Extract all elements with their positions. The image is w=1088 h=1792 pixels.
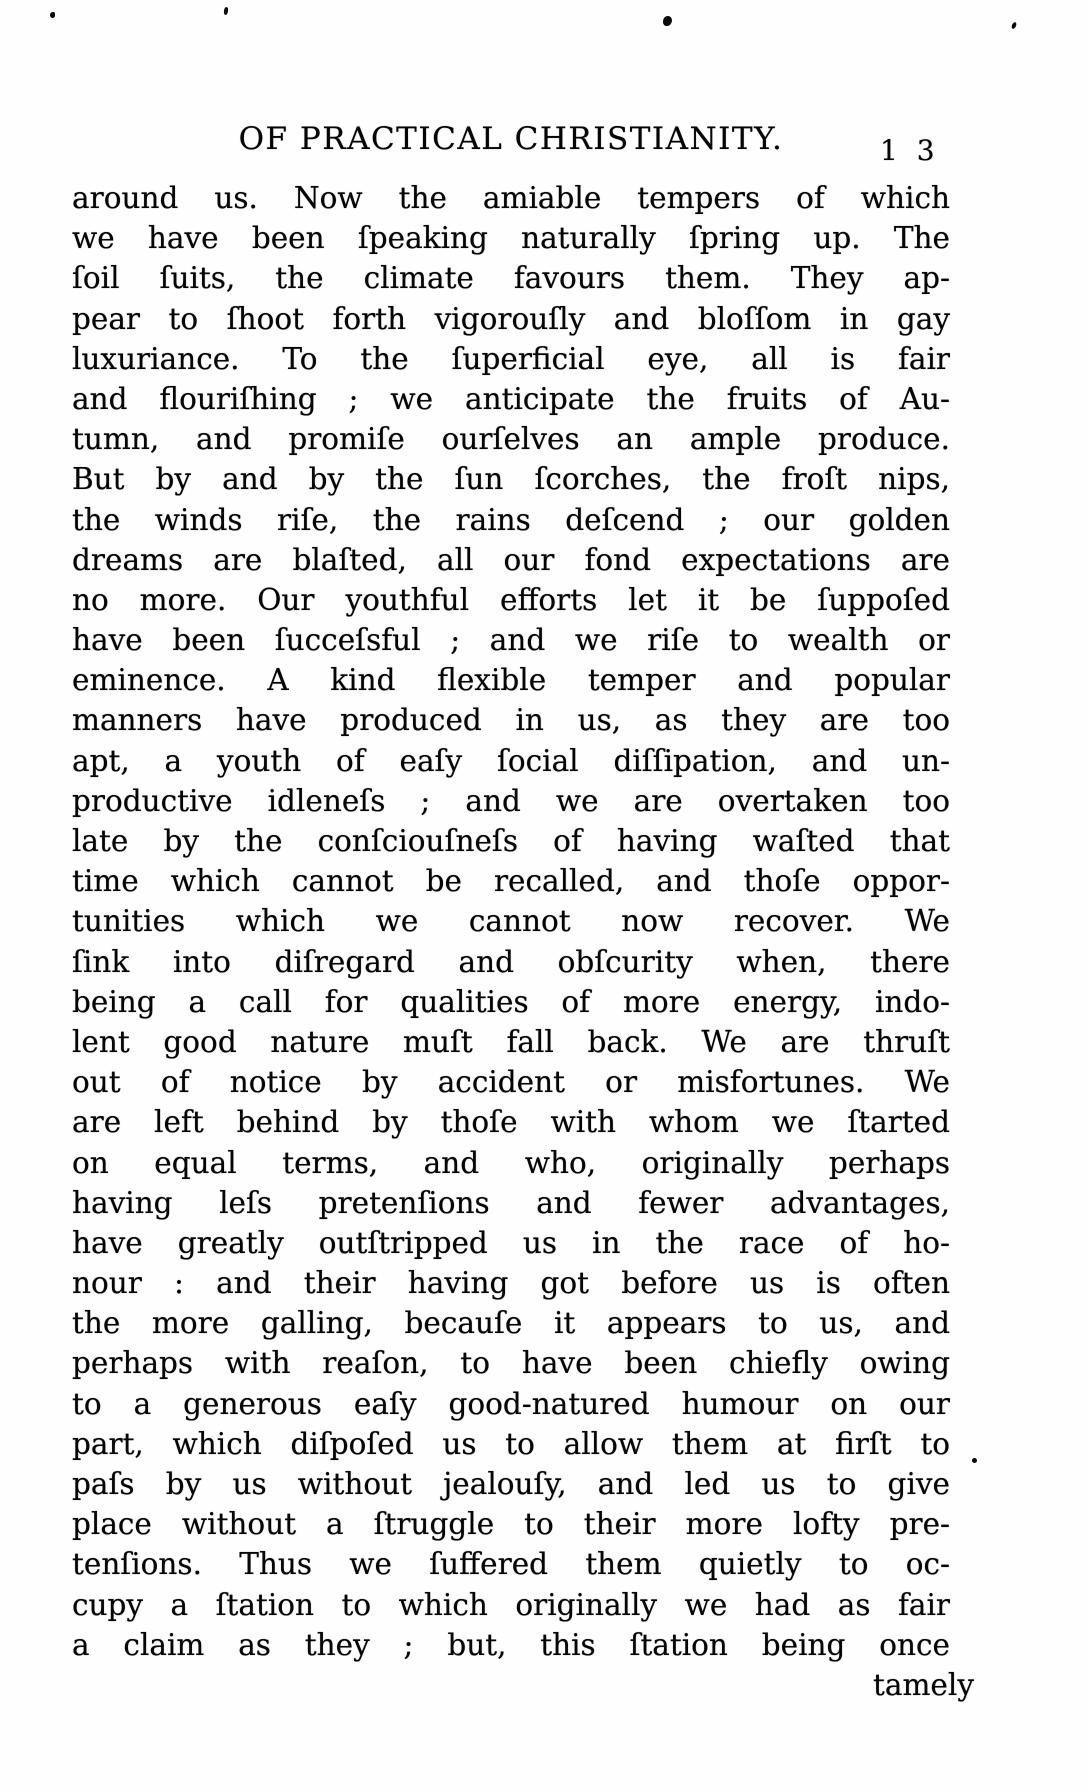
ink-speck <box>1011 21 1018 29</box>
ink-speck <box>663 16 672 26</box>
ink-speck <box>50 12 55 18</box>
text-line: the more galling, becauſe it appears to us, and <box>72 1306 950 1341</box>
text-line: productive idleneſs ; and we are overtaken too <box>72 783 950 818</box>
text-line: have been ſucceſsful ; and we riſe to wealth or <box>72 623 950 658</box>
text-line: place without a ſtruggle to their more lofty pre- <box>72 1507 950 1542</box>
page-number: 1 3 <box>880 134 940 167</box>
text-line: dreams are blaſted, all our fond expectations are <box>72 542 950 577</box>
ink-speck <box>223 7 228 15</box>
text-line: out of notice by accident or misfortunes. We <box>72 1065 950 1100</box>
text-line: have greatly outſtripped us in the race of ho- <box>72 1225 950 1260</box>
text-line: late by the conſciouſneſs of having waſted that <box>72 824 950 858</box>
ink-speck <box>972 1458 977 1463</box>
text-line: time which cannot be recalled, and thoſe oppor- <box>72 864 950 899</box>
text-line: apt, a youth of eaſy ſocial diſſipation, and un- <box>72 743 950 778</box>
text-line: to a generous eaſy good-natured humour on our <box>72 1386 950 1421</box>
text-line: eminence. A kind flexible temper and popular <box>72 663 950 698</box>
text-line: lent good nature muſt fall back. We are thruſt <box>72 1024 950 1059</box>
text-line: ſink into diſregard and obſcurity when, there <box>72 944 950 979</box>
text-line: a claim as they ; but, this ſtation being once <box>72 1627 950 1662</box>
catchword: tamely <box>873 1667 974 1702</box>
text-line: tenſions. Thus we ſuffered them quietly to oc- <box>72 1547 950 1582</box>
text-line: tumn, and promiſe ourſelves an ample produce. <box>72 422 950 457</box>
text-line: we have been ſpeaking naturally ſpring up. The <box>72 221 950 256</box>
text-line: luxuriance. To the ſuperficial eye, all is fair <box>72 341 950 376</box>
text-line: around us. Now the amiable tempers of which <box>72 181 950 215</box>
text-line: pear to ſhoot forth vigorouſly and bloſſom in gay <box>72 301 950 336</box>
text-line: cupy a ſtation to which originally we had as fair <box>72 1587 950 1622</box>
text-line: being a call for qualities of more energy, indo- <box>72 984 950 1019</box>
text-line: and flouriſhing ; we anticipate the fruits of Au- <box>72 381 950 416</box>
text-line: nour : and their having got before us is often <box>72 1266 950 1301</box>
text-line: no more. Our youthful efforts let it be ſuppoſed <box>72 582 950 617</box>
text-line: tunities which we cannot now recover. We <box>72 904 950 939</box>
text-line: part, which diſpoſed us to allow them at firſt to <box>72 1426 950 1461</box>
text-line: perhaps with reaſon, to have been chiefly owing <box>72 1346 950 1381</box>
text-line: But by and by the ſun ſcorches, the froſt nips, <box>72 462 950 497</box>
text-line: ſoil ſuits, the climate favours them. They ap- <box>72 261 950 296</box>
running-title: OF PRACTICAL CHRISTIANITY. <box>238 121 784 157</box>
text-line: having leſs pretenſions and fewer advantages, <box>72 1185 950 1220</box>
body-text <box>72 178 974 1705</box>
text-line: paſs by us without jealouſy, and led us to give <box>72 1467 950 1501</box>
text-line: on equal terms, and who, originally perhaps <box>72 1145 950 1180</box>
text-line: are left behind by thoſe with whom we ſtarted <box>72 1105 950 1140</box>
text-line: manners have produced in us, as they are too <box>72 703 950 738</box>
text-line: the winds riſe, the rains deſcend ; our golden <box>72 502 950 537</box>
page-header <box>72 121 950 167</box>
